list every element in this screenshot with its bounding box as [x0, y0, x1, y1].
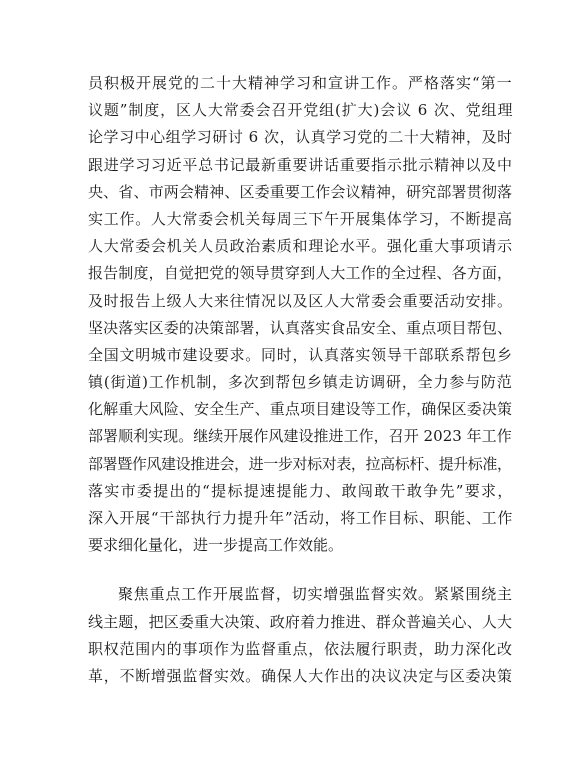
text-line: [88, 206, 512, 233]
line-text: 论学习中心组学习研讨 6 次，认真学习党的二十大精神，及时: [88, 128, 513, 147]
line-text: 央、省、市两会精神、区委重要工作会议精神，研究部署贯彻落: [88, 182, 513, 201]
line-text: 落实市委提出的“提标提速提能力、敢闯敢干敢争先”要求，: [88, 481, 514, 500]
text-line: [88, 70, 512, 97]
line-text: 及时报告上级人大来往情况以及区人大常委会重要活动安排。: [88, 291, 513, 310]
text-line: [88, 663, 512, 690]
paragraph-gap: [88, 559, 512, 581]
text-line: [88, 342, 512, 369]
paragraph-1: [88, 70, 512, 559]
line-text: 议题”制度，区人大常委会召开党组(扩大)会议 6 次、党组理: [88, 101, 514, 120]
text-line: [88, 636, 512, 663]
line-text: 线主题，把区委重大决策、政府着力推进、群众普遍关心、人大: [88, 612, 513, 631]
line-text: 部署暨作风建设推进会，进一步对标对表，拉高标杆、提升标准，: [88, 454, 512, 473]
line-text: 人大常委会机关人员政治素质和理论水平。强化重大事项请示: [88, 237, 513, 256]
text-line: [88, 478, 512, 505]
document-body: [88, 70, 512, 690]
text-line: [88, 97, 512, 124]
line-text: 镇(街道)工作机制，多次到帮包乡镇走访调研，全力参与防范: [88, 373, 513, 392]
text-line: [88, 396, 512, 423]
line-text: 职权范围内的事项作为监督重点，依法履行职责，助力深化改: [88, 639, 513, 658]
text-line: [88, 451, 512, 478]
text-line: [88, 369, 512, 396]
text-line: [88, 152, 512, 179]
line-text: 员积极开展党的二十大精神学习和宣讲工作。严格落实“第一: [88, 74, 513, 92]
line-text: 全国文明城市建设要求。同时，认真落实领导干部联系帮包乡: [88, 345, 513, 364]
line-text: 化解重大风险、安全生产、重点项目建设等工作，确保区委决策: [88, 400, 513, 419]
line-text: 革，不断增强监督实效。确保人大作出的决议决定与区委决策: [88, 666, 513, 685]
line-text: 报告制度，自觉把党的领导贯穿到人大工作的全过程、各方面，: [88, 264, 513, 283]
line-text: 要求细化量化，进一步提高工作效能。: [88, 536, 344, 555]
line-text: 部署顺利实现。继续开展作风建设推进工作，召开 2023 年工作: [88, 427, 512, 446]
line-text: 实工作。人大常委会机关每周三下午开展集体学习，不断提高: [88, 209, 513, 228]
text-line: [88, 609, 512, 636]
text-line: [88, 288, 512, 315]
line-text: 坚决落实区委的决策部署，认真落实食品安全、重点项目帮包、: [88, 318, 513, 337]
text-line: [88, 315, 512, 342]
text-line: [88, 532, 512, 559]
line-text: 深入开展“干部执行力提升年”活动，将工作目标、职能、工作: [88, 509, 514, 527]
text-line: [88, 505, 512, 532]
paragraph-2: [88, 581, 512, 690]
line-text: 跟进学习习近平总书记最新重要讲话重要指示批示精神以及中: [88, 155, 513, 174]
text-line: [88, 423, 512, 450]
text-line: [88, 179, 512, 206]
text-line: [88, 124, 512, 151]
text-line: [88, 260, 512, 287]
line-text: 聚焦重点工作开展监督，切实增强监督实效。紧紧围绕主: [118, 585, 513, 604]
text-line: [88, 233, 512, 260]
text-line: [88, 581, 512, 608]
